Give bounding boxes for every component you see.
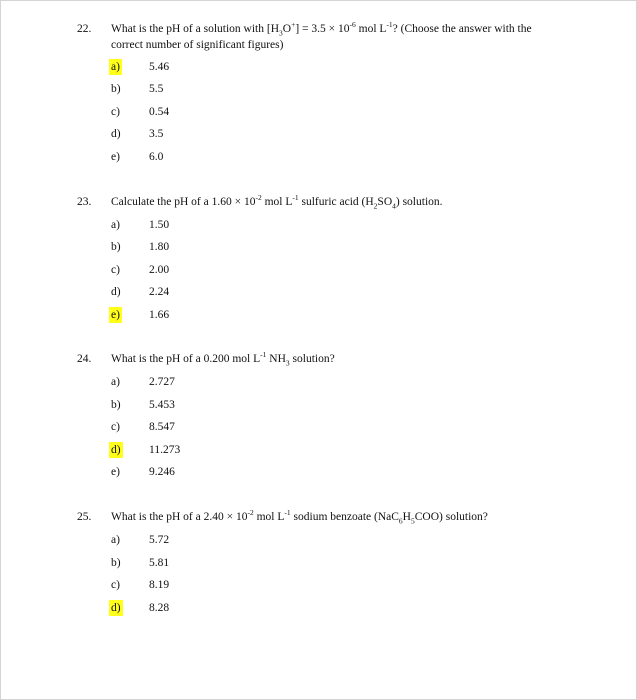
option-24e[interactable] xyxy=(1,464,637,480)
option-value: 5.81 xyxy=(149,557,170,569)
option-value: 8.28 xyxy=(149,602,170,614)
option-value: 1.80 xyxy=(149,241,170,253)
option-22b[interactable] xyxy=(1,81,637,97)
option-value: 5.72 xyxy=(149,534,170,546)
option-22d[interactable] xyxy=(1,126,637,142)
option-letter: a) xyxy=(111,534,120,546)
option-letter: d) xyxy=(111,286,121,298)
option-24d[interactable] xyxy=(1,442,637,458)
option-letter: c) xyxy=(111,106,120,118)
option-23c[interactable] xyxy=(1,262,637,278)
option-letter: c) xyxy=(111,421,120,433)
option-letter: b) xyxy=(111,83,121,95)
option-25a[interactable] xyxy=(1,532,637,548)
option-letter: e) xyxy=(111,309,120,321)
question-number: 23. xyxy=(77,196,92,208)
option-letter: b) xyxy=(111,557,121,569)
option-24a[interactable] xyxy=(1,374,637,390)
option-25c[interactable] xyxy=(1,577,637,593)
question-text: What is the pH of a 0.200 mol $L^{-1}$ $NH_3$ solution? xyxy=(111,350,335,368)
option-letter: c) xyxy=(111,264,120,276)
option-value: 2.00 xyxy=(149,264,170,276)
option-letter: c) xyxy=(111,579,120,591)
option-value: 2.24 xyxy=(149,286,170,298)
question-text: What is the pH of a $2.40 \times 10^{-2}$ mol $L^{-1}$ sodium benzoate $(NaC_6H_5COO)$ solution? xyxy=(111,508,488,526)
option-letter: e) xyxy=(111,466,120,478)
option-letter: d) xyxy=(111,444,121,456)
option-letter: d) xyxy=(111,128,121,140)
option-23d[interactable] xyxy=(1,284,637,300)
option-24b[interactable] xyxy=(1,397,637,413)
question-number: 25. xyxy=(77,511,92,523)
option-value: 8.547 xyxy=(149,421,175,433)
option-letter: a) xyxy=(111,219,120,231)
option-letter: b) xyxy=(111,241,121,253)
question-number: 24. xyxy=(77,353,92,365)
option-value: 1.50 xyxy=(149,219,170,231)
option-letter: e) xyxy=(111,151,120,163)
option-value: 2.727 xyxy=(149,376,175,388)
option-value: 1.66 xyxy=(149,309,170,321)
question-text: What is the pH of a solution with $[H_3O^+] = 3.5 \times 10^{-6}$ mol $L^{-1}$? (Choose the answer with the correct number of significant figures) xyxy=(111,20,532,51)
option-letter: a) xyxy=(111,61,120,73)
option-value: 3.5 xyxy=(149,128,164,140)
option-value: 9.246 xyxy=(149,466,175,478)
option-letter: b) xyxy=(111,399,121,411)
option-value: 6.0 xyxy=(149,151,164,163)
option-value: 5.5 xyxy=(149,83,164,95)
option-letter: a) xyxy=(111,376,120,388)
option-22e[interactable] xyxy=(1,149,637,165)
option-value: 0.54 xyxy=(149,106,170,118)
option-value: 8.19 xyxy=(149,579,170,591)
option-23e[interactable] xyxy=(1,307,637,323)
option-25d[interactable] xyxy=(1,600,637,616)
option-22c[interactable] xyxy=(1,104,637,120)
option-24c[interactable] xyxy=(1,419,637,435)
question-text: Calculate the pH of a $1.60 \times 10^{-2}$ mol $L^{-1}$ sulfuric acid $(H_2SO_4)$ solution. xyxy=(111,193,443,211)
option-value: 5.46 xyxy=(149,61,170,73)
option-value: 5.453 xyxy=(149,399,175,411)
option-letter: d) xyxy=(111,602,121,614)
option-25b[interactable] xyxy=(1,555,637,571)
option-value: 11.273 xyxy=(149,444,181,456)
question-number: 22. xyxy=(77,23,92,35)
option-23b[interactable] xyxy=(1,239,637,255)
option-23a[interactable] xyxy=(1,217,637,233)
option-22a[interactable] xyxy=(1,59,637,75)
